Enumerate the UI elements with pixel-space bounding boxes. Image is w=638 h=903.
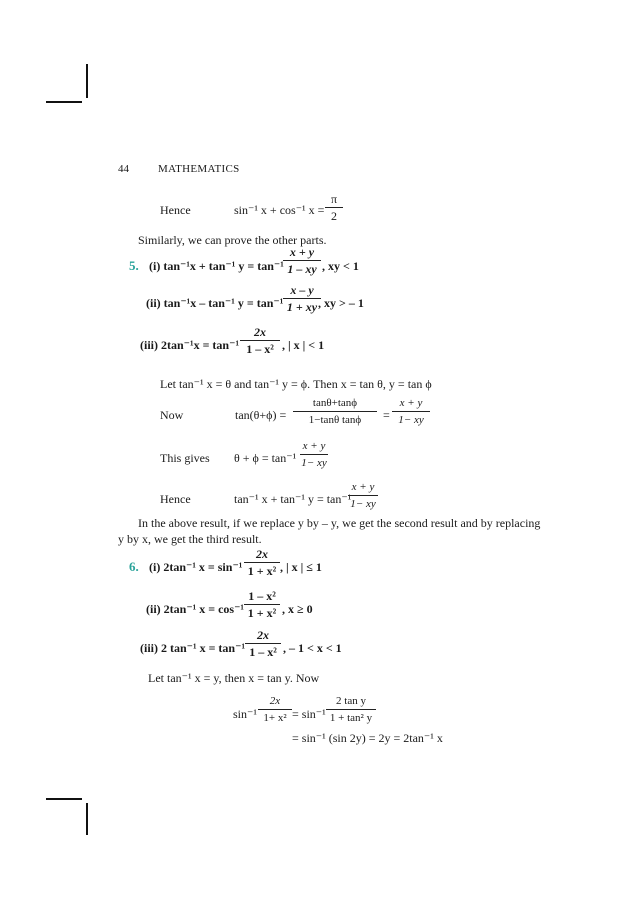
crop-mark-top-vertical	[86, 64, 88, 98]
gives-fraction	[300, 439, 328, 470]
thm5-part-iii: (iii) 2tan⁻¹x = tan⁻¹	[140, 338, 240, 352]
fraction-numerator: 2x	[269, 695, 281, 707]
hence-label: Hence	[160, 203, 191, 217]
fraction-denominator: 1+ x²	[263, 712, 287, 724]
thm5-iii-fraction	[240, 325, 280, 356]
proof6-fraction-1	[258, 694, 292, 725]
fraction-denominator: 1− xy	[398, 414, 424, 426]
thm6-i-condition: , | x | ≤ 1	[280, 560, 322, 574]
now-equals: =	[383, 408, 390, 422]
thm5-i-condition: , xy < 1	[322, 259, 359, 273]
proof6-fraction-2	[326, 694, 376, 725]
fraction-numerator: x + y	[302, 440, 326, 452]
running-title: MATHEMATICS	[158, 163, 240, 175]
thm6-ii-fraction	[244, 589, 280, 620]
fraction-denominator: 1−tanθ tanϕ	[308, 414, 362, 426]
fraction-numerator: π	[330, 192, 338, 206]
hence2-lhs: tan⁻¹ x + tan⁻¹ y = tan⁻¹	[234, 492, 352, 506]
thm5-ii-fraction	[283, 283, 321, 314]
thm6-iii-fraction	[245, 628, 281, 659]
thm6-ii-condition: , x ≥ 0	[282, 602, 313, 616]
fraction-denominator: 1− xy	[350, 498, 376, 510]
fraction-numerator: x + y	[351, 481, 375, 493]
crop-mark-top-horizontal	[46, 101, 82, 103]
proof6-l1-lhs: sin⁻¹	[233, 707, 257, 721]
fraction-numerator: x + y	[289, 245, 315, 259]
fraction-numerator: 2x	[256, 547, 268, 561]
thm6-part-iii: (iii) 2 tan⁻¹ x = tan⁻¹	[140, 641, 246, 655]
crop-mark-bottom-horizontal	[46, 798, 82, 800]
theorem-6-number: 6.	[129, 559, 139, 574]
gives-lhs: θ + ϕ = tan⁻¹	[234, 451, 297, 465]
crop-mark-bottom-vertical	[86, 803, 88, 835]
fraction-denominator: 1 – x²	[249, 645, 277, 659]
fraction-numerator: tanθ+tanϕ	[312, 397, 358, 409]
similarly-text: Similarly, we can prove the other parts.	[138, 233, 327, 247]
proof6-l1-mid: = sin⁻¹	[292, 707, 326, 721]
thm5-iii-condition: , | x | < 1	[282, 338, 325, 352]
fraction-numerator: x – y	[290, 283, 314, 297]
now-lhs: tan(θ+ϕ) =	[235, 408, 287, 422]
fraction-numerator: 2x	[257, 628, 269, 642]
fraction-denominator: 2	[331, 209, 337, 223]
proof6-line-2: = sin⁻¹ (sin 2y) = 2y = 2tan⁻¹ x	[292, 731, 443, 745]
fraction-numerator: 1 – x²	[248, 589, 276, 603]
thm5-ii-condition: , xy > – 1	[318, 296, 364, 310]
gives-label: This gives	[160, 451, 210, 465]
paragraph-line-1: In the above result, if we replace y by – y, we get the second result and by replacing	[138, 516, 541, 530]
fraction-denominator: 1 – xy	[287, 262, 317, 276]
fraction-denominator: 1 + x²	[247, 606, 277, 620]
thm6-part-ii: (ii) 2tan⁻¹ x = cos⁻¹	[146, 602, 245, 616]
fraction-denominator: 1− xy	[301, 457, 327, 469]
thm5-part-ii: (ii) tan⁻¹x – tan⁻¹ y = tan⁻¹	[146, 296, 284, 310]
thm5-part-i: (i) tan⁻¹x + tan⁻¹ y = tan⁻¹	[149, 259, 284, 273]
thm6-iii-condition: , – 1 < x < 1	[283, 641, 342, 655]
pi-over-two-fraction	[325, 192, 343, 223]
paragraph-line-2: y by x, we get the third result.	[118, 532, 262, 546]
fraction-numerator: 2x	[254, 325, 266, 339]
fraction-denominator: 1 + x²	[247, 564, 277, 578]
thm6-i-fraction	[244, 547, 280, 578]
fraction-numerator: x + y	[399, 397, 423, 409]
now-fraction-2	[392, 396, 430, 427]
thm5-i-fraction	[283, 245, 321, 276]
fraction-numerator: 2 tan y	[336, 695, 366, 707]
theorem-5-number: 5.	[129, 258, 139, 273]
hence2-label: Hence	[160, 492, 191, 506]
thm6-part-i: (i) 2tan⁻¹ x = sin⁻¹	[149, 560, 243, 574]
fraction-denominator: 1 + xy	[286, 300, 318, 314]
hence-expression: sin⁻¹ x + cos⁻¹ x =	[234, 203, 325, 217]
proof6-let-line: Let tan⁻¹ x = y, then x = tan y. Now	[148, 671, 320, 685]
fraction-denominator: 1 + tan² y	[329, 712, 373, 724]
now-fraction-1	[293, 396, 377, 427]
now-label: Now	[160, 408, 184, 422]
fraction-denominator: 1 – x²	[246, 342, 274, 356]
hence2-fraction	[348, 480, 378, 511]
proof5-let-line: Let tan⁻¹ x = θ and tan⁻¹ y = ϕ. Then x = tan θ, y = tan ϕ	[160, 377, 432, 391]
page-number: 44	[118, 163, 129, 175]
